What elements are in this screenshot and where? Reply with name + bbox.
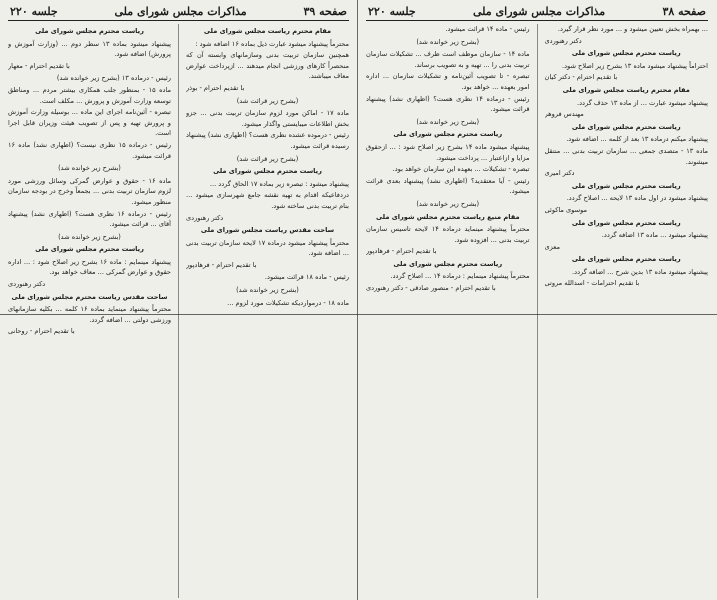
signature: مهندس فروهر	[544, 110, 584, 119]
signature: با تقدیم احترام - روحانی	[8, 327, 75, 336]
signature: با تقدیم احترام - فرهادپور	[366, 247, 437, 256]
column-left	[366, 24, 530, 598]
paragraph: رئیس - ماده ۱۴ قرائت میشود.	[445, 25, 530, 33]
signature: معزی	[544, 242, 561, 251]
paragraph: ریاست محترم مجلس شورای ملی	[571, 218, 681, 227]
paragraph: ساحت مقدس ریاست مجلس شورای ملی	[200, 226, 335, 235]
paragraph: مقام منیع ریاست محترم مجلس شورای ملی	[375, 212, 520, 221]
paragraph: محترماً پیشنهاد مینمایم : درماده ۱۴ ... اصلاح گردد.	[390, 272, 530, 281]
paragraph: ریاست محترم مجلس شورای ملی	[571, 181, 681, 190]
paragraph: پیشنهاد میشود در اول ماده ۱۳ لایحه ... اصلاح گردد.	[566, 194, 708, 203]
page-number: صفحه ۳۸	[662, 5, 706, 18]
paragraph: مقام محترم ریاست مجلس شورای ملی	[562, 85, 690, 94]
paragraph: (بشرح زیر خوانده شد)	[416, 37, 480, 46]
session-number: جلسه ۲۲۰	[10, 5, 58, 18]
paragraph: (بشرح زیر قرائت شد)	[236, 96, 299, 105]
paragraph: رئیس - درماده ۱۶ نظری هست؟ (اظهاری نشد) پیشنهاد آقای ... قرائت میشود.	[8, 209, 171, 229]
page-header	[8, 4, 349, 21]
paragraph: رئیس - درماده ۱۴ نظری هست؟ (اظهاری نشد) پیشنهاد قرائت میشود.	[366, 94, 530, 114]
paragraph: دردفاعیکه اقدام به تهیه نقشه جامع شهرسازی میشود ... بنام تربیت بدنی ساخته شود.	[186, 191, 349, 210]
paragraph: رئیس - درماده ۱۳ (بشرح زیر خوانده شد)	[56, 74, 171, 83]
paragraph: ماده ۱۳ - متصدی جمعی ... سازمان تربیت بدنی ... منتقل میشوند.	[544, 146, 708, 166]
paragraph: پیشنهاد میشود ماده ۱۳ بدین شرح ... اضافه گردد.	[572, 267, 708, 276]
publication-title: مذاکرات مجلس شورای ملی	[473, 5, 606, 18]
session-number: جلسه ۲۲۰	[368, 5, 416, 18]
paragraph: ریاست محترم مجلس شورای ملی	[393, 130, 503, 139]
signature: موسوی ماکوئی	[544, 205, 588, 214]
paragraph: محترماً پیشنهاد میشود عبارت ذیل بماده ۱۶ اضافه شود :	[195, 39, 349, 48]
paragraph: ریاست محترم مجلس شورای ملی	[571, 122, 681, 131]
paragraph: رئیس - درماده ۱۵ نظری نیست؟ (اظهاری نشد) ماده ۱۶ قرائت میشود.	[8, 140, 171, 160]
paragraph: پیشنهاد مینمایم : ماده ۱۶ بشرح زیر اصلاح شود : ... اداره حقوق و عوارض گمرکی ... معاف خواهد بود.	[8, 257, 171, 277]
paragraph: رئیس - آیا معتقدید؟ (اظهاری نشد) پیشنهاد بعدی قرائت میشود.	[366, 176, 530, 196]
paragraph: محترماً پیشنهاد میشود درماده ۱۷ لایحه سازمان تربیت بدنی ... اضافه شود.	[186, 238, 349, 258]
column-left	[8, 24, 171, 598]
paragraph: ماده ۱۴ - سازمان موظف است ظرف ... تشکیلات سازمان تربیت بدنی را ... تهیه و به تصویب برساند.	[366, 50, 530, 69]
paragraph: ماده ۱۷ - اماکن مورد لزوم سازمان تربیت بدنی ... جزو بخش اطلاعات میبایستی واگذار میشود.	[186, 109, 349, 128]
paragraph: پیشنهاد میشود ... ماده ۱۳ اضافه گردد.	[601, 231, 708, 240]
paragraph: پیشنهاد میشود ماده ۱۴ بشرح زیر اصلاح شود : ... ازحقوق مزایا و ازاعتبار ... پرداخت میشود.	[366, 142, 530, 162]
paragraph: مقام محترم ریاست مجلس شورای ملی	[203, 27, 332, 35]
publication-title: مذاکرات مجلس شورای ملی	[114, 5, 247, 18]
page-number: صفحه ۳۹	[303, 5, 347, 18]
paragraph: پیشنهاد میکنم درماده ۱۳ بعد از کلمه ... اضافه شود.	[566, 135, 708, 144]
paragraph: (بشرح زیر خوانده شد)	[236, 286, 299, 295]
page-39	[0, 0, 358, 600]
column-rule	[178, 24, 179, 598]
signature: دکتر رهنوردی	[186, 213, 224, 222]
paragraph: تبصره - تا تصویب آئین‌نامه و تشکیلات سازمان ... اداره امور بعهده ... خواهد بود.	[366, 72, 530, 91]
signature: با تقدیم احترام - فرهادپور	[186, 260, 257, 269]
paragraph: محترماً پیشنهاد مینماید درماده ۱۴ لایحه تاسیس سازمان تربیت بدنی ... افزوده شود.	[366, 225, 530, 244]
paragraph: ماده ۱۸ - درمواردیکه تشکیلات مورد لزوم ...	[227, 298, 349, 307]
paragraph: ماده ۱۵ - بمنظور جلب همکاری بیشتر مردم ... ومناطق توسعه وزارت آموزش و پرورش ... مکلف است.	[8, 85, 171, 105]
page-header	[366, 4, 708, 21]
paragraph: ریاست محترم مجلس شورای ملی	[35, 245, 144, 254]
paragraph: پیشنهاد میشود : تبصره زیر بماده ۱۷ الحاق گردد ...	[209, 179, 349, 188]
paragraph: (بشرح زیر خوانده شد)	[416, 199, 480, 208]
paragraph: ... بهمراه بخش تعیین میشود و ... مورد نظر قرار گیرد.	[557, 25, 708, 33]
paragraph: پیشنهاد میشود عبارت ... از ماده ۱۳ حذف گردد.	[577, 98, 708, 107]
column-rule	[537, 24, 538, 598]
signature: با تقدیم احترام - دکتر کیان	[544, 73, 618, 82]
page-38	[358, 0, 716, 600]
paragraph: ریاست محترم مجلس شورای ملی	[571, 255, 681, 264]
paragraph: ریاست محترم مجلس شورای ملی	[393, 259, 503, 268]
signature: با تقدیم احترام - معهار	[8, 61, 70, 70]
paragraph: ریاست محترم مجلس شورای ملی	[35, 27, 144, 35]
paragraph: (بشرح زیر خوانده شد)	[58, 232, 121, 241]
paragraph: (بشرح زیر خوانده شد)	[58, 164, 121, 173]
paragraph: (بشرح زیر قرائت شد)	[236, 154, 299, 163]
signature: با تقدیم احترام - منصور صادقی - دکتر رهنوردی	[366, 284, 496, 293]
fold-line	[0, 314, 717, 315]
text-columns	[8, 24, 349, 598]
paragraph: ریاست محترم مجلس شورای ملی	[571, 49, 681, 58]
signature: با تقدیم احترام - بوذر	[186, 83, 245, 92]
paragraph: محترماً پیشنهاد مینماید بماده ۱۶ کلمه ... بکلیه سازمانهای ورزشی دولتی ... اضافه گردد.	[8, 305, 171, 324]
paragraph: تبصره - آئین‌نامه اجرای این ماده ... بوسیله وزارت آموزش و پرورش تهیه و پس از تصویب هیئت وزیران قابل اجرا است.	[8, 108, 171, 138]
text-columns	[366, 24, 708, 598]
signature: دکتر رهنوردی	[544, 36, 582, 45]
column-right	[545, 24, 709, 598]
column-right	[186, 24, 349, 598]
paragraph: (بشرح زیر خوانده شد)	[416, 117, 480, 126]
signature: دکتر رهنوردی	[8, 280, 46, 289]
signature: دکتر امیری	[544, 169, 575, 178]
paragraph: همچنین سازمان تربیت بدنی وسازمانهای وابسته آن که منحصراً کارهای ورزشی انجام میدهند ... ازپرداخت عوارض معاف میباشند.	[186, 51, 349, 81]
signature: با تقدیم احترامات - اسدالله مروتی	[544, 279, 640, 288]
paragraph: ماده ۱۶ - حقوق و عوارض گمرکی وسائل ورزشی مورد لزوم سازمان تربیت بدنی ... بجمعاً وخرج در بودجه سازمان منظور میشود.	[8, 176, 171, 206]
paragraph: احتراماً پیشنهاد میشود ماده ۱۳ بشرح زیر اصلاح شود.	[562, 61, 708, 70]
paragraph: تبصره - تشکیلات ... بعهده این سازمان خواهد بود.	[392, 165, 530, 174]
paragraph: رئیس - ماده ۱۸ قرائت میشود.	[264, 273, 349, 282]
paragraph: رئیس - درموده‌ عشده نظری هست؟ (اظهاری نشد) پیشنهاد رسیده قرائت میشود.	[186, 131, 349, 150]
paragraph: ساحت مقدس ریاست محترم مجلس شورای ملی	[11, 292, 168, 301]
paragraph: پیشنهاد میشود بماده ۱۳ سطر دوم ... (وزارت آموزش و پرورش) اضافه شود.	[8, 39, 171, 59]
paragraph: ریاست محترم مجلس شورای ملی	[213, 167, 322, 176]
